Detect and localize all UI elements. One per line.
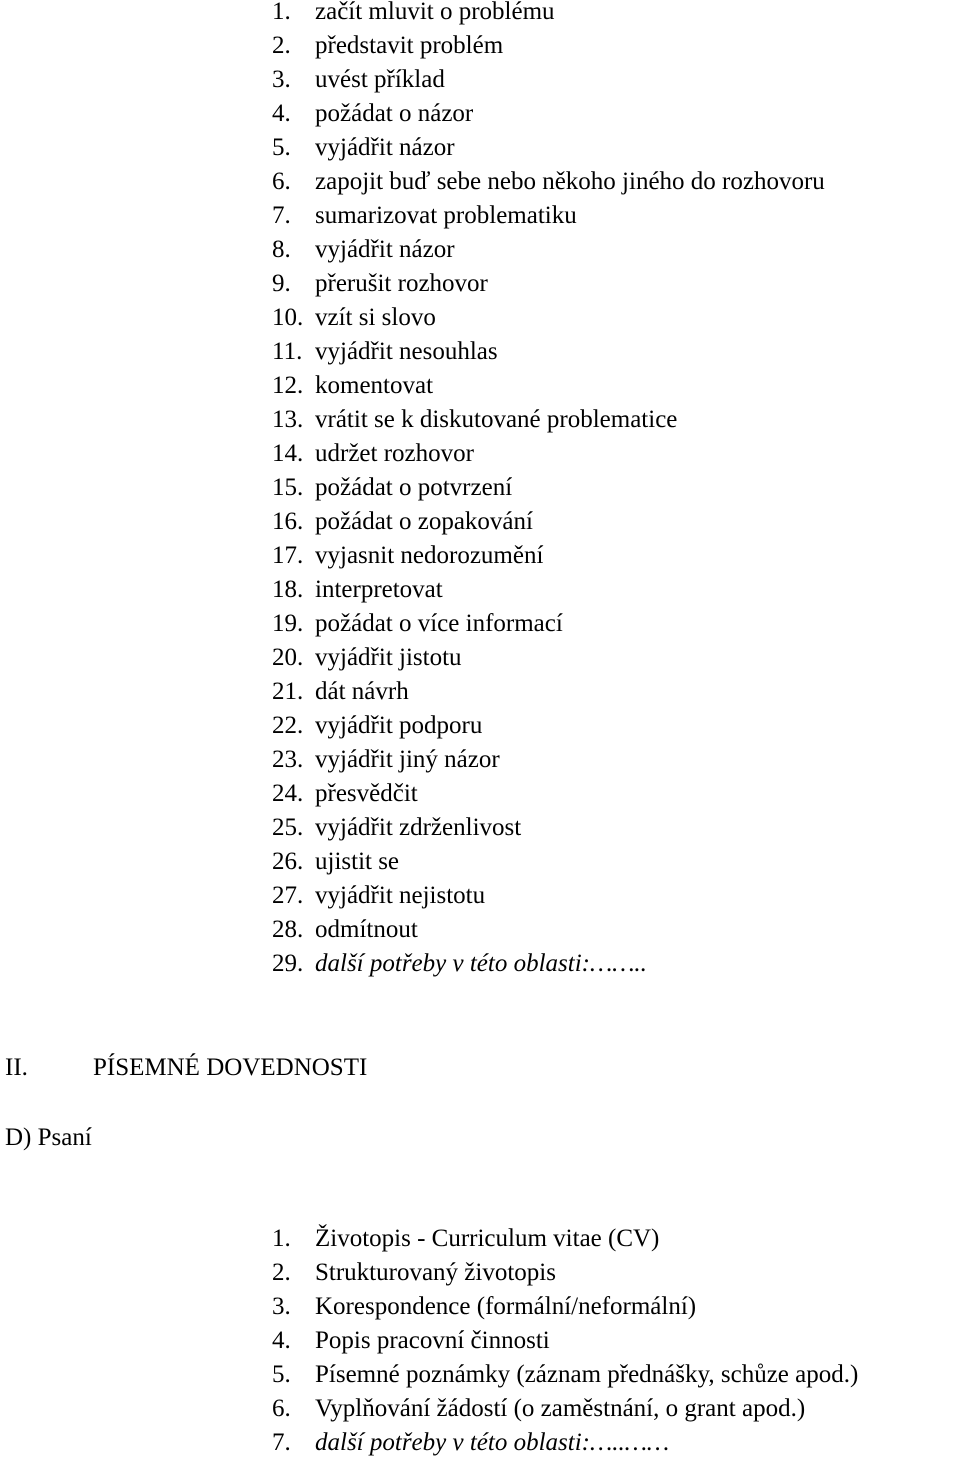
item-text: vyjádřit podporu: [315, 712, 483, 739]
item-number: 1.: [272, 1225, 291, 1252]
item-number: 24.: [272, 780, 304, 807]
item-text: dát návrh: [315, 678, 409, 705]
item-text: požádat o potvrzení: [315, 474, 513, 501]
item-number: 2.: [272, 1259, 291, 1286]
item-text: sumarizovat problematiku: [315, 202, 577, 229]
item-text: Korespondence (formální/neformální): [315, 1293, 697, 1320]
item-number: 22.: [272, 712, 304, 739]
item-number: 2.: [272, 32, 291, 59]
item-text: zapojit buď sebe nebo někoho jiného do rozhovoru: [315, 168, 825, 195]
item-number: 9.: [272, 270, 291, 297]
item-number: 3.: [272, 66, 291, 93]
item-number: 29.: [272, 950, 304, 977]
item-text: vyjádřit zdrženlivost: [315, 814, 522, 841]
item-number: 1.: [272, 0, 291, 25]
item-text: další potřeby v této oblasti:…..……: [315, 1429, 670, 1456]
item-text: Vyplňování žádostí (o zaměstnání, o grant apod.): [315, 1395, 806, 1422]
item-text: Strukturovaný životopis: [315, 1259, 556, 1286]
item-text: odmítnout: [315, 916, 418, 943]
item-text: vyjádřit jiný názor: [315, 746, 500, 773]
item-number: 7.: [272, 1429, 291, 1456]
item-number: 19.: [272, 610, 304, 637]
item-text: vyjádřit jistotu: [315, 644, 462, 671]
item-text: přerušit rozhovor: [315, 270, 488, 297]
item-number: 12.: [272, 372, 304, 399]
item-text: začít mluvit o problému: [315, 0, 555, 25]
item-number: 6.: [272, 1395, 291, 1422]
item-text: udržet rozhovor: [315, 440, 474, 467]
section-number: II.: [5, 1054, 28, 1081]
item-text: Popis pracovní činnosti: [315, 1327, 550, 1354]
item-text: vyjádřit názor: [315, 134, 455, 161]
item-number: 27.: [272, 882, 304, 909]
item-text: vyjádřit nejistotu: [315, 882, 486, 909]
item-number: 4.: [272, 1327, 291, 1354]
item-text: další potřeby v této oblasti:……..: [315, 950, 647, 977]
item-text: vyjasnit nedorozumění: [315, 542, 544, 569]
item-number: 17.: [272, 542, 304, 569]
item-number: 16.: [272, 508, 304, 535]
item-number: 15.: [272, 474, 304, 501]
item-text: přesvědčit: [315, 780, 418, 807]
item-number: 23.: [272, 746, 304, 773]
item-number: 3.: [272, 1293, 291, 1320]
item-text: představit problém: [315, 32, 504, 59]
item-text: vyjádřit nesouhlas: [315, 338, 498, 365]
item-text: ujistit se: [315, 848, 400, 875]
item-number: 5.: [272, 1361, 291, 1388]
item-text: interpretovat: [315, 576, 443, 603]
item-text: požádat o více informací: [315, 610, 563, 637]
item-text: vzít si slovo: [315, 304, 436, 331]
item-text: vrátit se k diskutované problematice: [315, 406, 678, 433]
item-number: 21.: [272, 678, 304, 705]
item-text: Písemné poznámky (záznam přednášky, schůze apod.): [315, 1361, 859, 1388]
item-number: 4.: [272, 100, 291, 127]
item-number: 7.: [272, 202, 291, 229]
item-text: komentovat: [315, 372, 434, 399]
item-text: vyjádřit názor: [315, 236, 455, 263]
item-number: 5.: [272, 134, 291, 161]
item-text: Životopis - Curriculum vitae (CV): [315, 1225, 660, 1252]
item-number: 26.: [272, 848, 304, 875]
item-number: 14.: [272, 440, 304, 467]
item-text: požádat o názor: [315, 100, 474, 127]
subsection-heading: D) Psaní: [5, 1124, 92, 1151]
section-title: PÍSEMNÉ DOVEDNOSTI: [93, 1054, 368, 1081]
item-text: uvést příklad: [315, 66, 445, 93]
item-number: 28.: [272, 916, 304, 943]
item-text: požádat o zopakování: [315, 508, 533, 535]
item-number: 18.: [272, 576, 304, 603]
item-number: 8.: [272, 236, 291, 263]
item-number: 10.: [272, 304, 304, 331]
item-number: 20.: [272, 644, 304, 671]
item-number: 11.: [272, 338, 303, 365]
item-number: 25.: [272, 814, 304, 841]
item-number: 13.: [272, 406, 304, 433]
item-number: 6.: [272, 168, 291, 195]
